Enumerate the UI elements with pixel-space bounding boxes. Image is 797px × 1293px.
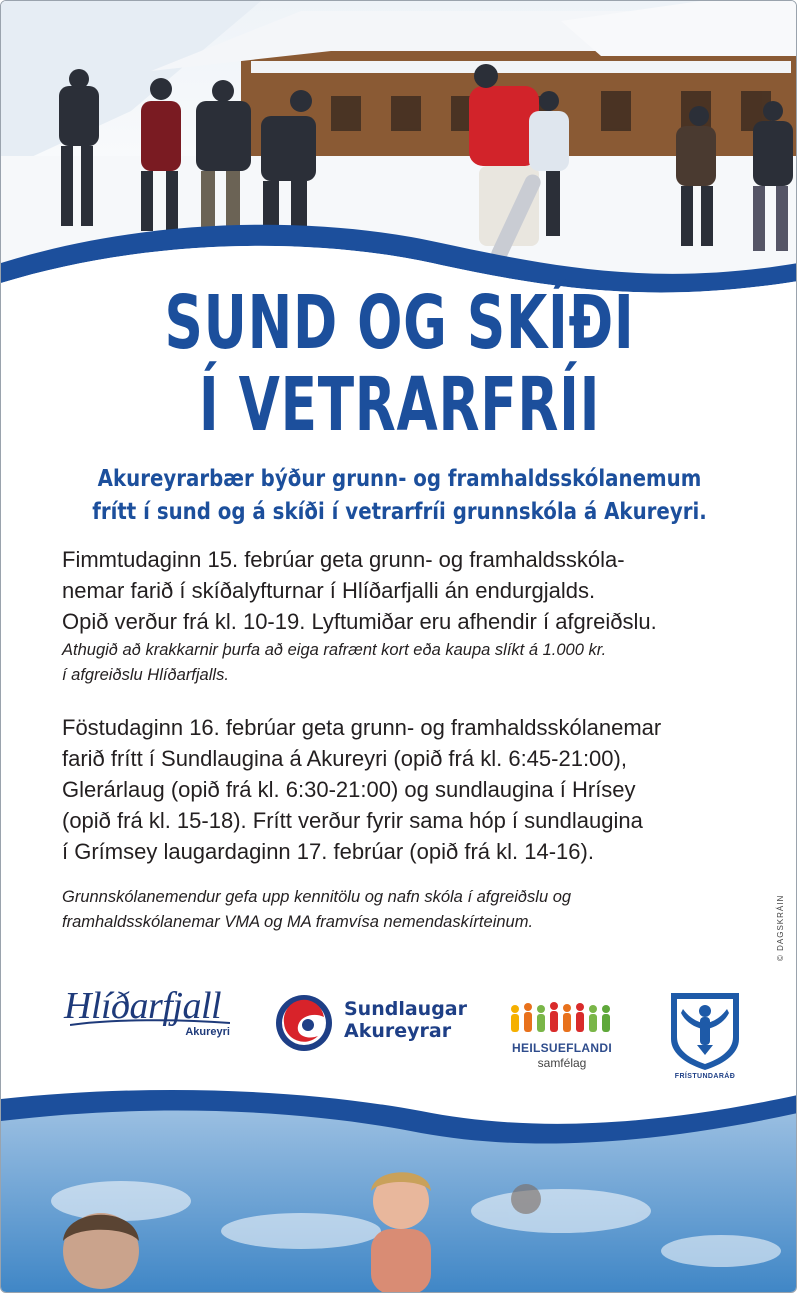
- pool-photo: [1, 1081, 797, 1293]
- paragraph-line: nemar farið í skíðalyfturnar í Hlíðarfjalli án endurgjalds.: [62, 578, 596, 603]
- swimming-paragraph: [62, 712, 762, 867]
- paragraph-line: Glerárlaug (opið frá kl. 6:30-21:00) og sundlaugina í Hrísey: [62, 777, 636, 802]
- hlidarfjall-logo: [64, 986, 234, 1046]
- hlidarfjall-sub: Akureyri: [185, 1026, 230, 1038]
- headline-line-2: Í VETRARFRÍI: [198, 362, 601, 448]
- closing-note: [62, 885, 762, 935]
- paragraph-line: Opið verður frá kl. 10-19. Lyftumiðar eru afhendir í afgreiðslu.: [62, 609, 657, 634]
- subheading-line: Akureyrarbær býður grunn- og framhaldsskólanemum: [97, 466, 702, 492]
- paragraph-line: í Grímsey laugardaginn 17. febrúar (opið frá kl. 14-16).: [62, 839, 594, 864]
- sundlaugar-logo: [274, 992, 467, 1054]
- subheading: [1, 463, 797, 529]
- sundlaugar-line: Akureyrar: [344, 1020, 452, 1042]
- photo-credit: © DAGSKRÁIN: [776, 894, 785, 961]
- sundlaugar-line: Sundlaugar: [344, 998, 467, 1020]
- wave-circle-icon: [274, 992, 334, 1054]
- heilsueflandi-sub: samfélag: [537, 1056, 587, 1070]
- subheading-line: frítt í sund og á skíði í vetrarfríi grunnskóla á Akureyri.: [92, 499, 707, 525]
- heilsueflandi-name: HEILSUEFLANDI: [512, 1041, 612, 1055]
- skiing-paragraph: [62, 544, 762, 637]
- fristundarad-name: FRÍSTUNDARÁÐ: [674, 1073, 736, 1080]
- eagle-crest-icon: [669, 991, 741, 1071]
- headline-line-1: SUND OG SKÍÐI: [164, 280, 635, 366]
- note-line: Athugið að krakkarnir þurfa að eiga rafrænt kort eða kaupa slíkt á 1.000 kr.: [62, 641, 607, 659]
- note-line: framhaldsskólanemar VMA og MA framvísa nemendaskírteinum.: [62, 913, 534, 931]
- hlidarfjall-name: Hlíðarfjall: [64, 985, 222, 1027]
- people-icon: [506, 1001, 618, 1039]
- fristundarad-logo: [669, 991, 741, 1086]
- note-line: í afgreiðslu Hlíðarfjalls.: [62, 666, 229, 684]
- skiing-note: [62, 638, 762, 688]
- paragraph-line: Fimmtudaginn 15. febrúar geta grunn- og framhaldsskóla-: [62, 547, 625, 572]
- ski-resort-photo: [1, 1, 797, 301]
- paragraph-line: farið frítt í Sundlaugina á Akureyri (opið frá kl. 6:45-21:00),: [62, 746, 627, 771]
- note-line: Grunnskólanemendur gefa upp kennitölu og nafn skóla í afgreiðslu og: [62, 888, 572, 906]
- paragraph-line: Föstudaginn 16. febrúar geta grunn- og framhaldsskólanemar: [62, 715, 662, 740]
- paragraph-line: (opið frá kl. 15-18). Frítt verður fyrir sama hóp í sundlaugina: [62, 808, 643, 833]
- heilsueflandi-logo: [506, 1001, 618, 1070]
